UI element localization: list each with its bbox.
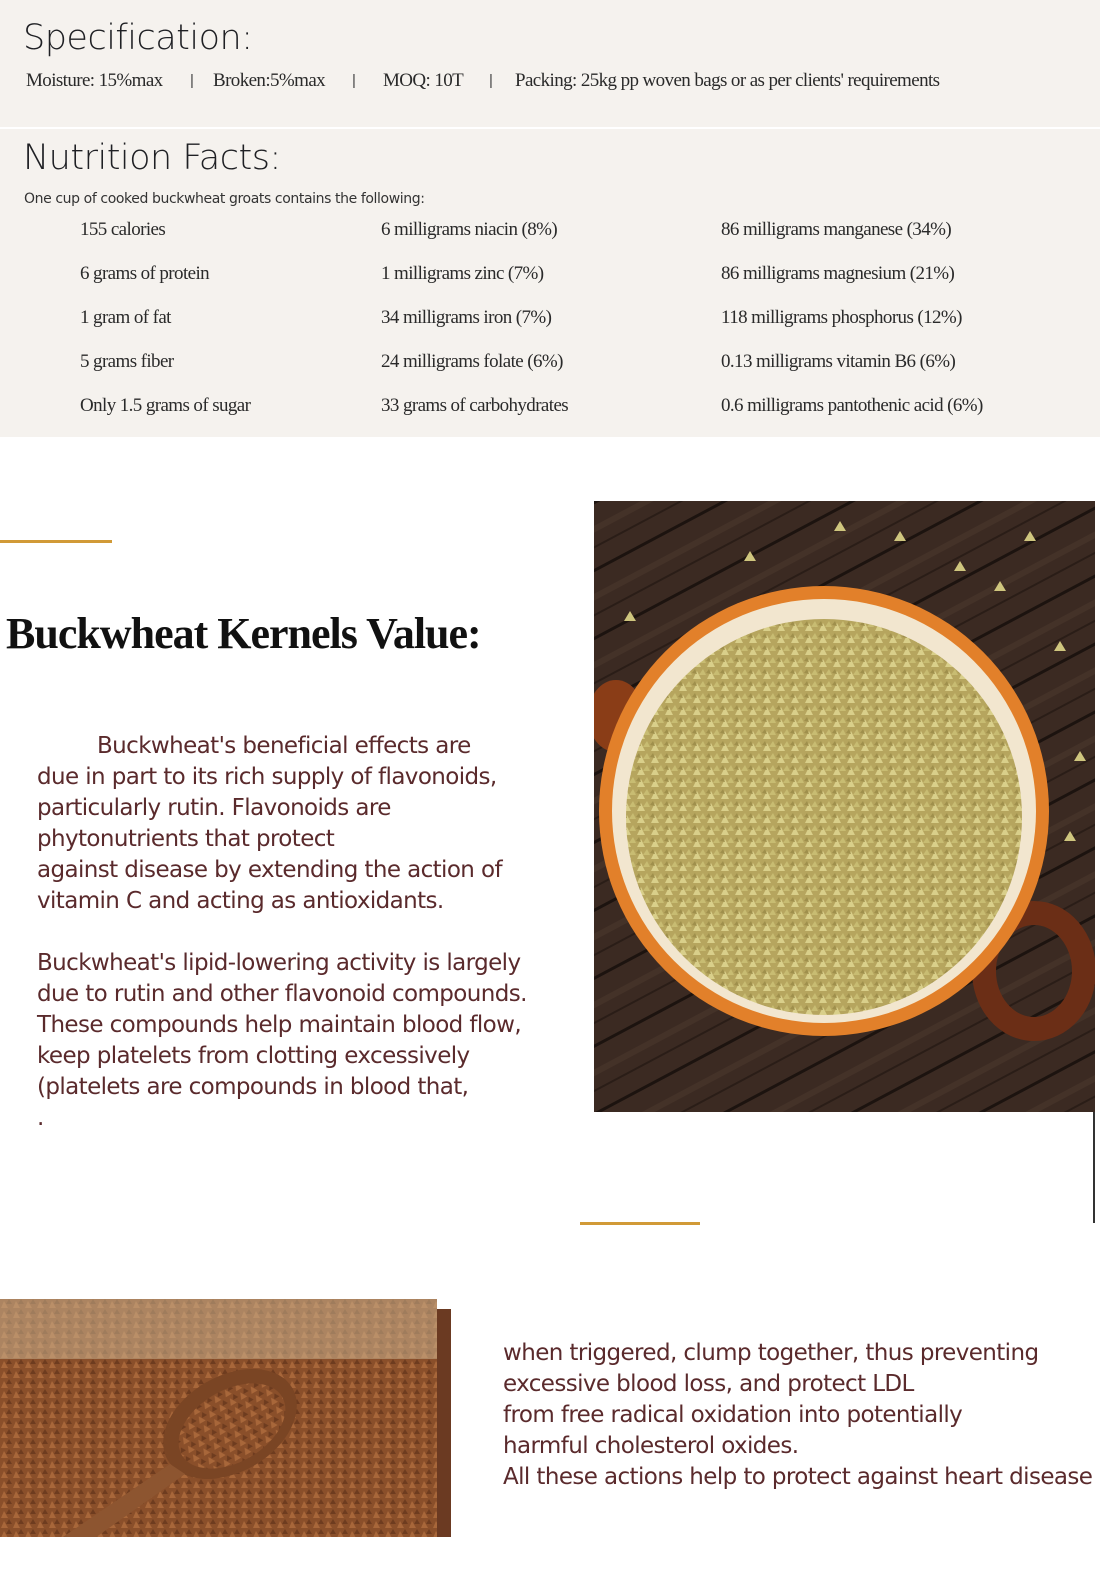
value-paragraph-3 xyxy=(503,1338,1092,1493)
spec-separator: | xyxy=(352,72,356,89)
nutrition-fact: 118 milligrams phosphorus (12%) xyxy=(721,307,962,328)
nutrition-fact: 1 gram of fat xyxy=(80,307,171,328)
paragraph-line: Buckwheat's lipid-lowering activity is largely xyxy=(37,950,521,976)
nutrition-fact: Only 1.5 grams of sugar xyxy=(80,395,251,416)
nutrition-intro: One cup of cooked buckwheat groats contains the following: xyxy=(24,191,425,207)
paragraph-line: due in part to its rich supply of flavonoids, xyxy=(37,764,497,790)
nutrition-fact: 6 milligrams niacin (8%) xyxy=(381,219,558,240)
nutrition-fact: 24 milligrams folate (6%) xyxy=(381,351,563,372)
value-title: Buckwheat Kernels Value: xyxy=(6,609,481,658)
paragraph-line: Buckwheat's beneficial effects are xyxy=(97,733,471,759)
specification-title: Specification: xyxy=(23,18,253,58)
specification-section xyxy=(0,0,1100,127)
buckwheat-spoon-photo xyxy=(0,1299,451,1550)
paragraph-line: particularly rutin. Flavonoids are xyxy=(37,795,391,821)
nutrition-fact: 1 milligrams zinc (7%) xyxy=(381,263,544,284)
vertical-divider xyxy=(1093,1110,1095,1223)
value-paragraph-1 xyxy=(37,731,502,917)
nutrition-fact: 86 milligrams manganese (34%) xyxy=(721,219,952,240)
spec-packing: Packing: 25kg pp woven bags or as per clients' requirements xyxy=(515,70,940,91)
nutrition-fact: 155 calories xyxy=(80,219,166,240)
nutrition-fact: 5 grams fiber xyxy=(80,351,174,372)
spec-broken: Broken:5%max xyxy=(213,70,326,91)
spec-separator: | xyxy=(190,72,194,89)
paragraph-line: excessive blood loss, and protect LDL xyxy=(503,1371,914,1397)
paragraph-line: when triggered, clump together, thus preventing xyxy=(503,1340,1039,1366)
nutrition-fact: 0.6 milligrams pantothenic acid (6%) xyxy=(721,395,983,416)
value-paragraph-2 xyxy=(37,948,527,1134)
nutrition-title: Nutrition Facts: xyxy=(23,138,281,178)
paragraph-line: keep platelets from clotting excessively xyxy=(37,1043,470,1069)
paragraph-line: (platelets are compounds in blood that, xyxy=(37,1074,469,1100)
nutrition-fact: 34 milligrams iron (7%) xyxy=(381,307,552,328)
paragraph-line: vitamin C and acting as antioxidants. xyxy=(37,888,444,914)
paragraph-line: due to rutin and other flavonoid compounds. xyxy=(37,981,527,1007)
paragraph-line: against disease by extending the action of xyxy=(37,857,502,883)
accent-divider xyxy=(580,1222,700,1225)
nutrition-fact: 86 milligrams magnesium (21%) xyxy=(721,263,955,284)
paragraph-line: All these actions help to protect against heart disease xyxy=(503,1464,1093,1490)
buckwheat-bowl-photo xyxy=(594,501,1095,1112)
paragraph-line: These compounds help maintain blood flow, xyxy=(37,1012,522,1038)
spec-separator: | xyxy=(489,72,493,89)
paragraph-line: phytonutrients that protect xyxy=(37,826,335,852)
paragraph-line: from free radical oxidation into potentially xyxy=(503,1402,963,1428)
accent-divider xyxy=(0,540,112,543)
spec-moq: MOQ: 10T xyxy=(383,70,464,91)
nutrition-fact: 0.13 milligrams vitamin B6 (6%) xyxy=(721,351,956,372)
spec-moisture: Moisture: 15%max xyxy=(26,70,163,91)
nutrition-fact: 6 grams of protein xyxy=(80,263,210,284)
paragraph-line: harmful cholesterol oxides. xyxy=(503,1433,799,1459)
nutrition-fact: 33 grams of carbohydrates xyxy=(381,395,569,416)
paragraph-line: . xyxy=(37,1105,44,1131)
